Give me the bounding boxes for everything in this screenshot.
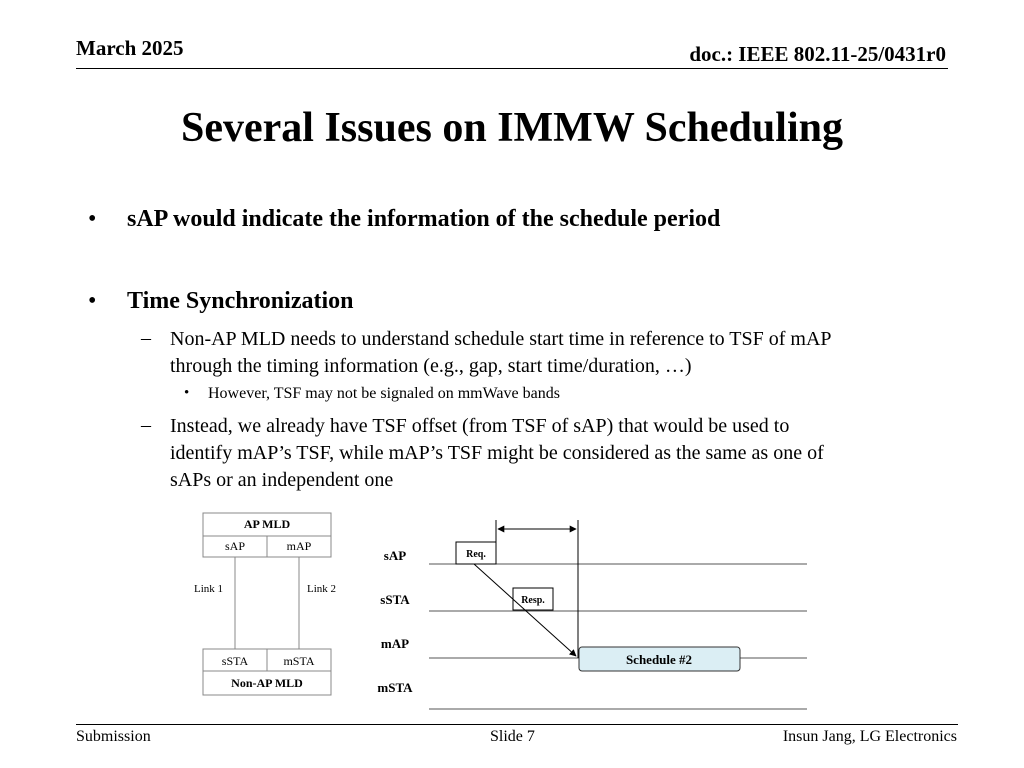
sub-bullet-nonap-line1: Non-AP MLD needs to understand schedule start time in reference to TSF of mAP <box>170 328 832 350</box>
header-doc-id: doc.: IEEE 802.11-25/0431r0 <box>689 42 946 66</box>
ssta-cell: sSTA <box>221 654 249 668</box>
footer-slide-number: Slide 7 <box>490 728 535 745</box>
footer-author: Insun Jang, LG Electronics <box>782 728 957 745</box>
header-date: March 2025 <box>76 36 184 60</box>
resp-label: Resp. <box>521 595 545 606</box>
sub-bullet-offset-line2: identify mAP’s TSF, while mAP’s TSF might be considered as the same as one of <box>170 442 824 464</box>
sub-sub-bullet-tsf: However, TSF may not be signaled on mmWave bands <box>208 385 560 402</box>
req-label: Req. <box>466 549 486 560</box>
footer-submission: Submission <box>76 728 151 745</box>
ap-mld-label: AP MLD <box>243 517 291 531</box>
timing-diagram <box>370 512 815 712</box>
bullet-time-sync: Time Synchronization <box>127 288 354 314</box>
row-label-map: mAP <box>380 636 410 651</box>
bullet-marker: • <box>184 385 190 401</box>
sub-bullet-offset-line3: sAPs or an independent one <box>170 469 394 491</box>
msta-cell: mSTA <box>283 654 315 668</box>
row-label-msta: mSTA <box>377 680 413 695</box>
sub-bullet-offset-line1: Instead, we already have TSF offset (from TSF of sAP) that would be used to <box>170 415 790 437</box>
header-divider <box>76 68 948 69</box>
sub-bullet-nonap-line2: through the timing information (e.g., gap, start time/duration, …) <box>170 355 692 377</box>
mld-diagram <box>190 508 350 700</box>
sap-cell: sAP <box>224 539 246 553</box>
bullet-marker: • <box>88 288 97 314</box>
link1-label: Link 1 <box>194 583 224 595</box>
slide-title: Several Issues on IMMW Scheduling <box>181 105 843 151</box>
dash-marker: – <box>141 414 151 436</box>
bullet-schedule-period: sAP would indicate the information of the schedule period <box>127 206 721 232</box>
dash-marker: – <box>141 327 151 349</box>
schedule-label: Schedule #2 <box>625 652 693 667</box>
bullet-marker: • <box>88 206 97 232</box>
map-cell: mAP <box>286 539 312 553</box>
footer-divider <box>76 724 958 725</box>
link2-label: Link 2 <box>307 583 337 595</box>
non-ap-mld-label: Non-AP MLD <box>231 676 303 690</box>
row-label-ssta: sSTA <box>380 592 410 607</box>
row-label-sap: sAP <box>383 548 407 563</box>
request-arrow <box>474 564 576 656</box>
